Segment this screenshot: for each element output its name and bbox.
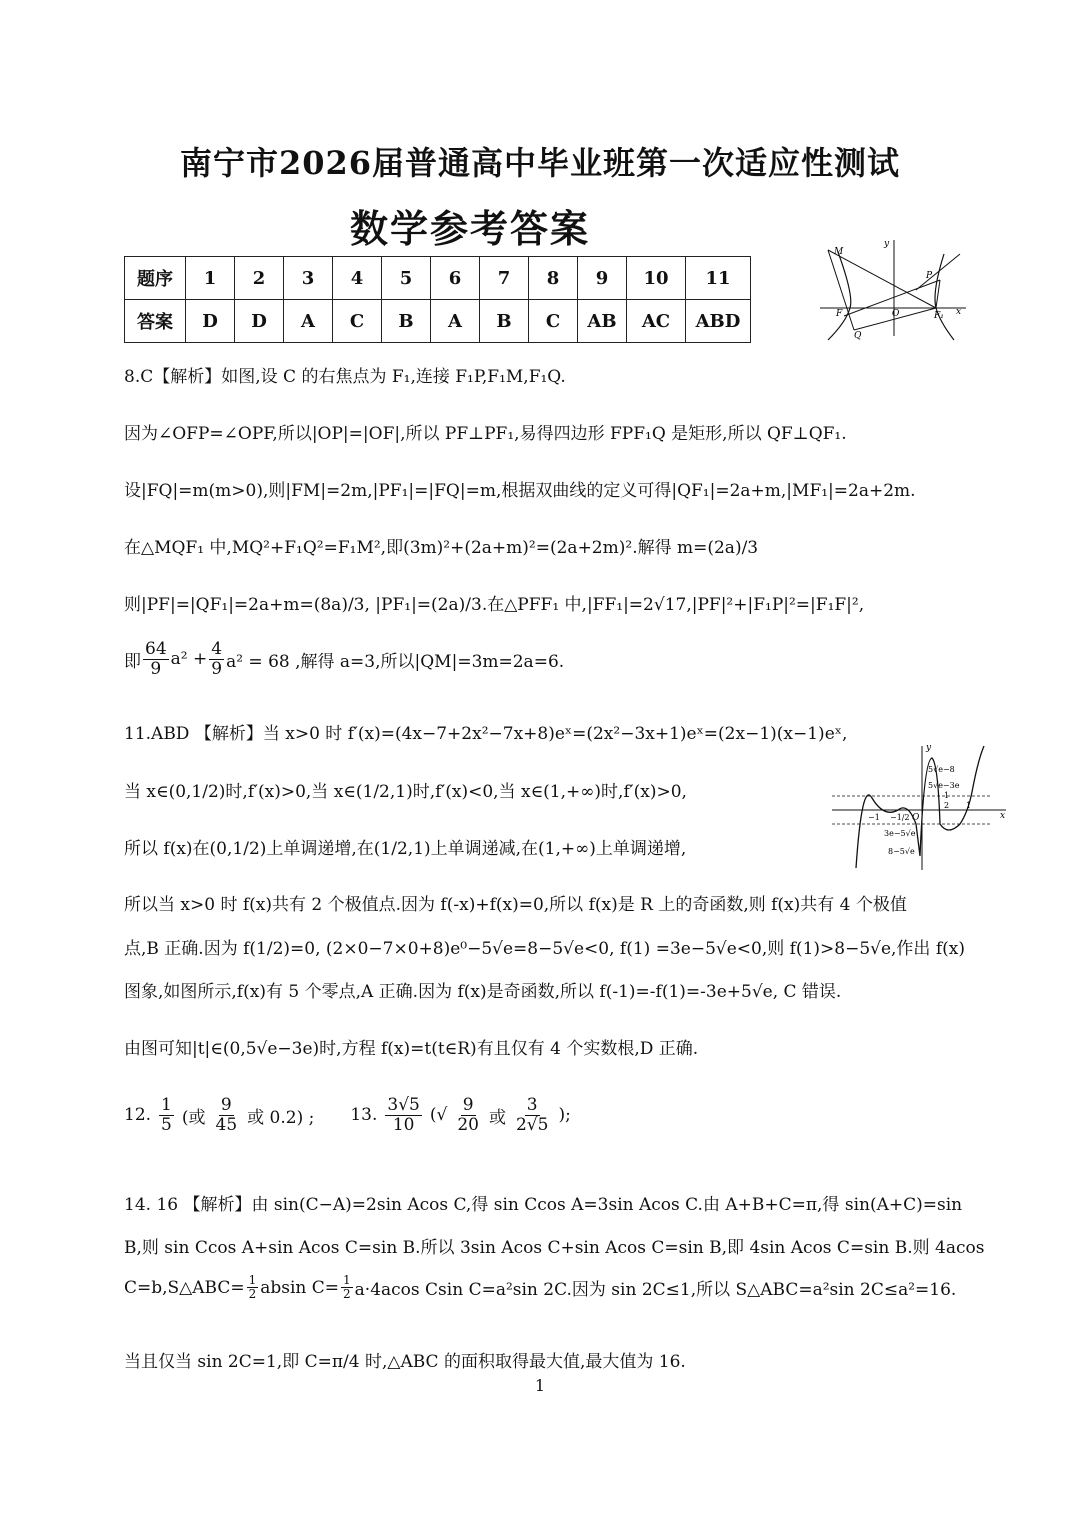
fig1-label: F	[836, 309, 843, 319]
table-cell: 5	[382, 257, 431, 300]
fraction	[341, 1274, 353, 1301]
table-cell: B	[382, 300, 431, 343]
table-cell: 8	[529, 257, 578, 300]
table-cell: 11	[686, 257, 751, 300]
q8-line-4: 在△MQF₁ 中,MQ²+F₁Q²=F₁M²,即(3m)²+(2a+m)²=(2a+2m)².解得 m=(2a)/3	[124, 538, 759, 558]
fig1-label: Q	[854, 331, 862, 341]
table-cell: 7	[480, 257, 529, 300]
fig2-label: x	[1000, 811, 1006, 821]
denominator: 10	[392, 1114, 415, 1135]
text: absin C=	[260, 1277, 340, 1298]
table-cell: 9	[578, 257, 627, 300]
table-cell: 1	[186, 257, 235, 300]
numerator: 9	[462, 1095, 474, 1115]
q11-line-6: 图象,如图所示,f(x)有 5 个零点,A 正确.因为 f(x)是奇函数,所以 f(-1)=-f(1)=-3e+5√e, C 错误.	[124, 982, 842, 1002]
denominator: 2√5	[515, 1114, 549, 1135]
table-cell: C	[529, 300, 578, 343]
q8-line-3: 设|FQ|=m(m>0),则|FM|=2m,|PF₁|=|FQ|=m,根据双曲线的定义可得|QF₁|=2a+m,|MF₁|=2a+2m.	[124, 481, 916, 501]
numerator: 1	[161, 1095, 172, 1115]
numerator: 64	[145, 639, 167, 659]
q8-line-6	[124, 640, 564, 678]
text: a·4acos Csin C=a²sin 2C.因为 sin 2C≤1,所以 S△ABC=a²sin 2C≤a²=16.	[354, 1280, 957, 1301]
fig2-label: −1/2	[890, 813, 910, 822]
page-subtitle: 数学参考答案	[350, 206, 591, 251]
q13-number: 13.	[350, 1105, 378, 1126]
q8-line-2: 因为∠OFP=∠OPF,所以|OP|=|OF|,所以 PF⊥PF₁,易得四边形 FPF₁Q 是矩形,所以 QF⊥QF₁.	[124, 424, 847, 444]
fraction	[209, 640, 224, 678]
q12-13-line	[124, 1096, 571, 1134]
text: 即	[124, 651, 141, 672]
fraction	[455, 1096, 481, 1134]
text: (或	[181, 1107, 206, 1128]
numerator: 3	[526, 1095, 538, 1115]
denominator: 9	[150, 658, 162, 679]
q11-line-3: 所以 f(x)在(0,1/2)上单调递增,在(1/2,1)上单调递减,在(1,+∞)上单调递增,	[124, 839, 687, 859]
fig2-label: y	[926, 743, 932, 753]
q14-line-1: 14. 16 【解析】由 sin(C−A)=2sin Acos C,得 sin Ccos A=3sin Acos C.由 A+B+C=π,得 sin(A+C)=sin	[124, 1195, 963, 1215]
denominator: 45	[215, 1114, 238, 1135]
table-cell: D	[186, 300, 235, 343]
function-graph-figure	[832, 740, 1012, 872]
fig2-label: 1	[966, 801, 972, 810]
numerator: 1	[343, 1273, 351, 1287]
q8-line-1: 8.C【解析】如图,设 C 的右焦点为 F₁,连接 F₁P,F₁M,F₁Q.	[124, 367, 566, 387]
fig2-label: −1	[868, 813, 880, 822]
text: C=b,S△ABC=	[124, 1277, 245, 1298]
fig1-label: O	[892, 309, 900, 319]
q8-line-5: 则|PF|=|QF₁|=2a+m=(8a)/3, |PF₁|=(2a)/3.在△PFF₁ 中,|FF₁|=2√17,|PF|²+|F₁P|²=|F₁F|²,	[124, 595, 865, 615]
answer-table	[124, 256, 751, 343]
table-cell: ABD	[686, 300, 751, 343]
left-branch	[828, 252, 851, 340]
text: 或 0.2) ;	[247, 1107, 315, 1128]
table-cell: 4	[333, 257, 382, 300]
fraction	[143, 640, 169, 678]
table-cell: 6	[431, 257, 480, 300]
fraction	[514, 1096, 550, 1134]
numerator: 4	[211, 639, 223, 659]
numerator: 9	[220, 1095, 232, 1115]
fig1-label: P	[926, 271, 933, 281]
fig2-label: 2	[944, 801, 950, 810]
text: a² = 68 ,解得 a=3,所以|QM|=3m=2a=6.	[226, 651, 565, 672]
fig1-label: x	[956, 307, 962, 317]
q11-line-5: 点,B 正确.因为 f(1/2)=0, (2×0−7×0+8)e⁰−5√e=8−5√e<0, f(1) =3e−5√e<0,则 f(1)>8−5√e,作出 f(x)	[124, 939, 965, 959]
fig2-label: O	[912, 813, 920, 823]
table-cell: D	[235, 300, 284, 343]
q11-line-7: 由图可知|t|∈(0,5√e−3e)时,方程 f(x)=t(t∈R)有且仅有 4 个实数根,D 正确.	[124, 1039, 699, 1059]
table-cell: A	[431, 300, 480, 343]
page-number: 1	[534, 1376, 546, 1395]
hyperbola-figure	[820, 236, 970, 342]
table-cell: A	[284, 300, 333, 343]
fraction	[159, 1096, 174, 1134]
denominator: 9	[211, 658, 223, 679]
fig2-label: 8−5√e	[888, 847, 915, 856]
fig1-label: F₁	[934, 311, 944, 321]
numerator: 1	[248, 1273, 257, 1287]
table-cell: 3	[284, 257, 333, 300]
table-cell: AB	[578, 300, 627, 343]
text: );	[558, 1105, 571, 1126]
table-cell: 10	[627, 257, 686, 300]
fraction	[247, 1274, 259, 1301]
q14-line-4: 当且仅当 sin 2C=1,即 C=π/4 时,△ABC 的面积取得最大值,最大值为 16.	[124, 1352, 686, 1372]
denominator: 2	[343, 1287, 351, 1302]
denominator: 5	[161, 1114, 172, 1135]
table-cell: C	[333, 300, 382, 343]
page-title: 南宁市2026届普通高中毕业班第一次适应性测试	[179, 144, 901, 182]
text: 或	[488, 1107, 506, 1128]
q11-line-4: 所以当 x>0 时 f(x)共有 2 个极值点.因为 f(-x)+f(x)=0,所以 f(x)是 R 上的奇函数,则 f(x)共有 4 个极值	[124, 895, 907, 915]
q12-number: 12.	[124, 1105, 152, 1126]
table-header-cell: 题序	[125, 257, 186, 300]
numerator: 3√5	[387, 1095, 420, 1115]
fig2-label: 5√e−3e	[928, 781, 960, 790]
q14-line-3	[124, 1274, 956, 1301]
table-cell: B	[480, 300, 529, 343]
denominator: 2	[248, 1287, 257, 1302]
fig2-label: 3e−5√e	[884, 829, 916, 838]
fig2-label: 5√e−8	[928, 765, 955, 774]
q11-line-1: 11.ABD 【解析】当 x>0 时 f′(x)=(4x−7+2x²−7x+8)eˣ=(2x²−3x+1)eˣ=(2x−1)(x−1)eˣ,	[124, 724, 848, 744]
table-header-cell: 答案	[125, 300, 186, 343]
text: a² +	[170, 649, 208, 670]
table-row	[125, 300, 751, 343]
fig1-label: y	[884, 239, 890, 249]
q11-line-2: 当 x∈(0,1/2)时,f′(x)>0,当 x∈(1/2,1)时,f′(x)<0,当 x∈(1,+∞)时,f′(x)>0,	[124, 782, 687, 802]
table-row	[125, 257, 751, 300]
fraction	[385, 1096, 421, 1134]
asymptote	[916, 254, 960, 290]
fig1-label: M	[834, 247, 844, 257]
table-cell: AC	[627, 300, 686, 343]
fig2-label: 1	[944, 791, 950, 800]
q14-line-2: B,则 sin Ccos A+sin Acos C=sin B.所以 3sin Acos C+sin Acos C=sin B,即 4sin Acos C=sin B.则 4acos	[124, 1238, 985, 1258]
denominator: 20	[457, 1114, 479, 1135]
table-cell: 2	[235, 257, 284, 300]
text: (√	[429, 1105, 448, 1126]
fraction	[214, 1096, 240, 1134]
function-curve	[856, 746, 984, 868]
